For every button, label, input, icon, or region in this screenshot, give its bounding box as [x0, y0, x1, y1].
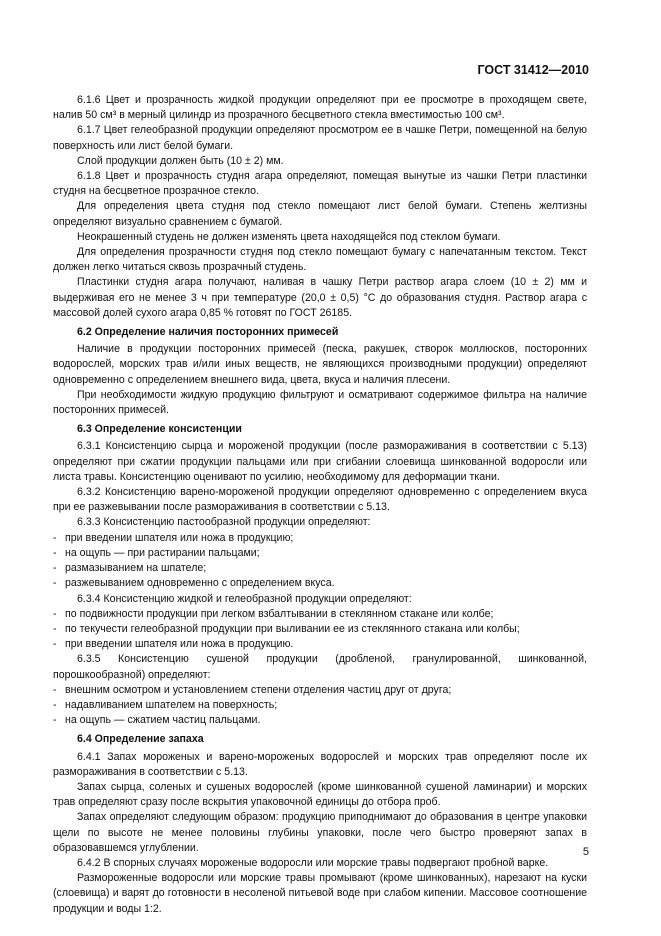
paragraph: 6.1.6 Цвет и прозрачность жидкой продукции определяют при ее просмотре в проходящем свете, налив 50 см³ в мерный цилиндр из прозрачного бесцветного стекла вместимостью 100 см³.: [53, 94, 587, 122]
section-heading: 6.4 Определение запаха: [77, 733, 204, 746]
paragraph: 6.3.2 Консистенцию варено-мороженой продукции определяют одновременно с определением вкуса при ее разжевывании после размораживания в соответствии с 5.13.: [53, 486, 587, 514]
list-item: [53, 546, 587, 561]
list-item: [53, 683, 587, 698]
paragraph: Размороженные водоросли или морские травы промывают (кроме шинкованных), нарезают на куски (слоевища) и варят до готовности в несоленой питьевой воде при слабом кипении. Массовое соотношение продукции и воды 1:2.: [53, 872, 587, 915]
paragraph: Для определения прозрачности студня под стекло помещают бумагу с напечатанным текстом. Текст должен легко читаться сквозь прозрачный студень.: [53, 246, 587, 274]
paragraph: 6.4.2 В спорных случаях мороженые водоросли или морские травы подвергают пробной варке.: [77, 856, 549, 869]
paragraph: При необходимости жидкую продукцию фильтруют и осматривают содержимое фильтра на наличие посторонних примесей.: [53, 388, 587, 417]
list-item-text: внешним осмотром и установлением степени отделения частиц друг от друга;: [65, 683, 452, 696]
paragraph: Запах сырца, соленых и сушеных водорослей (кроме шинкованной сушеной ламинарии) и морских трав определяют сразу после вскрытия упаковочной единицы до отбора проб.: [53, 780, 587, 809]
section-heading: 6.2 Определение наличия посторонних примесей: [77, 326, 339, 339]
list-item: [53, 576, 587, 591]
dash-bullet: -: [53, 714, 57, 727]
dash-bullet: -: [53, 683, 57, 696]
dash-bullet: -: [53, 531, 57, 544]
paragraph: Для определения цвета студня под стекло помещают лист белой бумаги. Степень желтизны определяют визуально сравнением с бумагой.: [53, 200, 587, 228]
list-item: [53, 637, 587, 652]
paragraph: Пластинки студня агара получают, наливая в чашку Петри раствор агара слоем (10 ± 2) мм и выдерживая его не менее 3 ч при температуре (20,0 ± 0,5) °С до образования студня. Раствор агара с массовой долей сухого агара 0,85 % готовят по ГОСТ 26185.: [53, 276, 587, 319]
dash-bullet: -: [53, 622, 57, 635]
dash-bullet: -: [53, 546, 57, 559]
paragraph: 6.3.5 Консистенцию сушеной продукции (дробленой, гранулированной, шинкованной, порошкообразной) определяют:: [53, 653, 587, 681]
list-item-text: по текучести гелеобразной продукции при выливании ее из стеклянного стакана или колбы;: [65, 622, 520, 635]
list-item: [53, 713, 587, 728]
dash-bullet: -: [53, 562, 57, 575]
list-item-text: надавливанием шпателем на поверхность;: [65, 698, 278, 711]
paragraph: 6.3.1 Консистенцию сырца и мороженой продукции (после размораживания в соответствии с 5.13) определяют при сжатии продукции пальцами или при сгибании слоевища шинкованной водоросли или листа травы. Консистенцию оценивают по усилию, необходимому для деформации ткани.: [53, 440, 587, 483]
section-heading: 6.3 Определение консистенции: [77, 423, 242, 436]
paragraph: Наличие в продукции посторонних примесей (песка, ракушек, створок моллюсков, посторонних водорослей, морских трав и/или иных веществ, не являющихся производными продукции) определяют одновременно с определением внешнего вида, цвета, вкуса и наличия плесени.: [53, 343, 587, 386]
document-body: [53, 93, 587, 917]
paragraph: Слой продукции должен быть (10 ± 2) мм.: [77, 154, 284, 167]
page-number: 5: [582, 846, 589, 858]
dash-bullet: -: [53, 577, 57, 590]
list-item: [53, 607, 587, 622]
list-item-text: при введении шпателя или ножа в продукцию.: [65, 638, 294, 651]
paragraph: 6.3.4 Консистенцию жидкой и гелеобразной продукции определяют:: [77, 592, 412, 605]
paragraph: 6.3.3 Консистенцию пастообразной продукции определяют:: [77, 516, 371, 529]
list-item-text: на ощупь — сжатием частиц пальцами.: [65, 714, 261, 727]
list-item-text: на ощупь — при растирании пальцами;: [65, 546, 260, 559]
list-item: [53, 531, 587, 546]
paragraph: 6.1.8 Цвет и прозрачность студня агара определяют, помещая вынутые из чашки Петри пластинки студня на бесцветное прозрачное стекло.: [53, 170, 587, 198]
paragraph: Неокрашенный студень не должен изменять цвета находящейся под стеклом бумаги.: [77, 230, 501, 243]
list-item-text: при введении шпателя или ножа в продукцию;: [65, 531, 294, 544]
dash-bullet: -: [53, 638, 57, 651]
dash-bullet: -: [53, 698, 57, 711]
paragraph: Запах определяют следующим образом: продукцию приподнимают до образования в центре упаковки щели по высоте не менее половины глубины упаковки, после чего быстро проверяют запах в образовавшемся углублении.: [53, 811, 587, 854]
list-item-text: размазыванием на шпателе;: [65, 562, 207, 575]
list-item: [53, 622, 587, 637]
list-item: [53, 698, 587, 713]
paragraph: 6.4.1 Запах мороженых и варено-мороженых водорослей и морских трав определяют после их размораживания в соответствии с 5.13.: [53, 750, 587, 778]
paragraph: 6.1.7 Цвет гелеобразной продукции определяют просмотром ее в чашке Петри, помещенной на белую поверхность или лист белой бумаги.: [53, 124, 587, 152]
list-item-text: по подвижности продукции при легком взбалтывании в стеклянном стакане или колбе;: [65, 607, 494, 620]
list-item-text: разжевыванием одновременно с определением вкуса.: [65, 577, 335, 590]
dash-bullet: -: [53, 607, 57, 620]
list-item: [53, 561, 587, 576]
document-header: ГОСТ 31412—2010: [477, 63, 589, 77]
